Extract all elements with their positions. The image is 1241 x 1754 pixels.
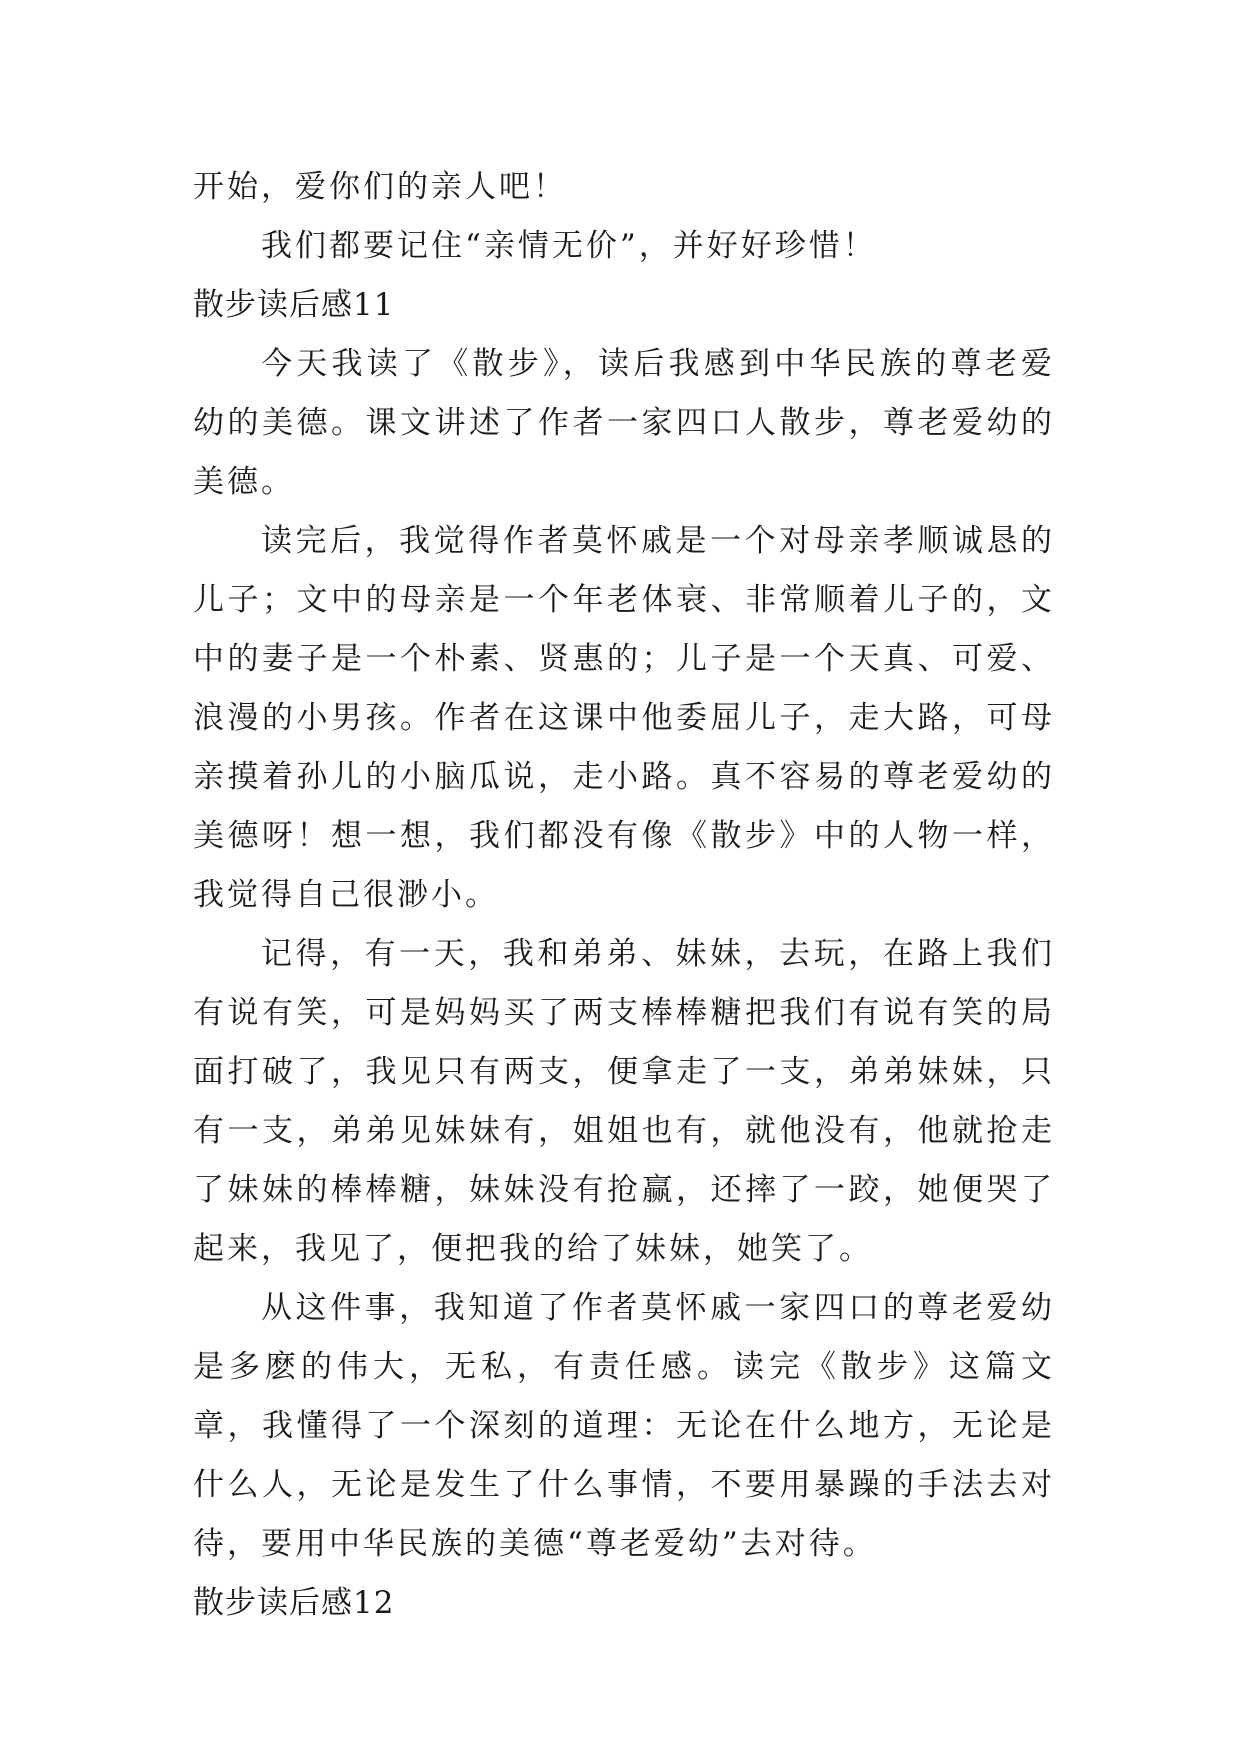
paragraph-characters: 读完后，我觉得作者莫怀戚是一个对母亲孝顺诚恳的儿子；文中的母亲是一个年老体衰、非常顺着儿子的，文中的妻子是一个朴素、贤惠的；儿子是一个天真、可爱、浪漫的小男孩。作者在这课中他委屈儿子，走大路，可母亲摸着孙儿的小脑瓜说，走小路。真不容易的尊老爱幼的美德呀！想一想，我们都没有像《散步》中的人物一样，我觉得自己很渺小。 xyxy=(193,523,1055,913)
paragraph-intro: 今天我读了《散步》，读后我感到中华民族的尊老爱幼的美德。课文讲述了作者一家四口人散步，尊老爱幼的美德。 xyxy=(193,346,1055,500)
section-heading-12: 散步读后感12 xyxy=(193,1585,395,1621)
document-body xyxy=(193,158,1055,1633)
paragraph-lesson: 从这件事，我知道了作者莫怀戚一家四口的尊老爱幼是多麽的伟大，无私，有责任感。读完《散步》这篇文章，我懂得了一个深刻的道理：无论在什么地方，无论是什么人，无论是发生了什么事情，不要用暴躁的手法去对待，要用中华民族的美德“尊老爱幼”去对待。 xyxy=(193,1290,1055,1562)
paragraph-closing-line: 开始，爱你们的亲人吧！ xyxy=(193,169,567,205)
paragraph-remember-family: 我们都要记住“亲情无价”，并好好珍惜！ xyxy=(261,228,877,264)
section-heading-11: 散步读后感11 xyxy=(193,287,395,323)
paragraph-memory: 记得，有一天，我和弟弟、妹妹，去玩，在路上我们有说有笑，可是妈妈买了两支棒棒糖把我们有说有笑的局面打破了，我见只有两支，便拿走了一支，弟弟妹妹，只有一支，弟弟见妹妹有，姐姐也有，就他没有，他就抢走了妹妹的棒棒糖，妹妹没有抢赢，还摔了一跤，她便哭了起来，我见了，便把我的给了妹妹，她笑了。 xyxy=(193,936,1055,1267)
